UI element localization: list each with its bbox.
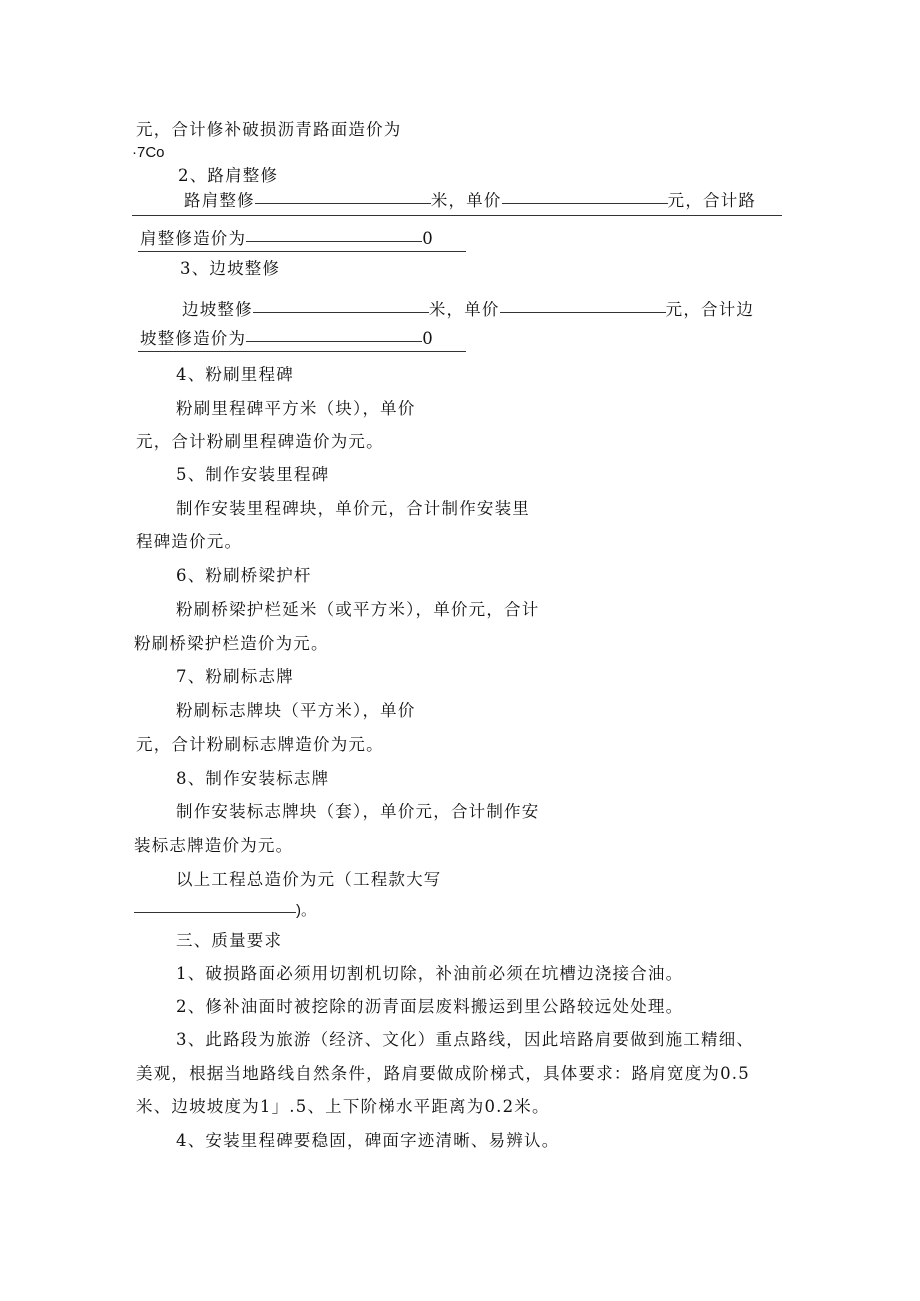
paragraph: 制作安装标志牌块（套），单价元，合计制作安 [176,802,540,821]
heading-bridge-rail: 6、粉刷桥梁护杆 [176,566,312,585]
blank-field [255,189,431,204]
blank-field [246,327,422,342]
blank-field [134,898,296,913]
divider [138,251,466,252]
quality-item: 2、修补油面时被挖除的沥青面层废料搬运到里公路较远处处理。 [176,997,684,1016]
line-repair-cost: 元，合计修补破损沥青路面造价为 [136,120,402,139]
paragraph: 程碑造价元。 [136,532,243,551]
paragraph: 粉刷标志牌块（平方米），单价 [176,701,416,720]
blank-field [502,189,668,204]
paragraph-total: 以上工程总造价为元（工程款大写 [176,870,442,889]
blank-field [500,298,666,313]
blank-field [253,298,429,313]
line-slope-cost: 坡整修造价为 0 [140,329,434,348]
heading-sign-paint: 7、粉刷标志牌 [176,667,294,686]
heading-milestone-install: 5、制作安装里程碑 [176,465,330,484]
heading-sign-install: 8、制作安装标志牌 [176,769,330,788]
quality-item: 4、安装里程碑要稳固，碑面字迹清晰、易辨认。 [176,1131,560,1150]
divider [138,351,466,352]
paragraph: 元，合计粉刷标志牌造价为元。 [136,735,384,754]
heading-quality: 三、质量要求 [176,931,283,950]
paragraph: 元，合计粉刷里程碑造价为元。 [136,432,384,451]
quality-item: 美观，根据当地路线自然条件，路肩要做成阶梯式，具体要求：路肩宽度为0.5 [136,1064,750,1083]
line-slope-quantity: 边坡整修 米，单价 元，合计边 [182,300,755,319]
quality-item: 1、破损路面必须用切割机切除，补油前必须在坑槽边浇接合油。 [176,964,684,983]
line-total-capital: )。 [134,900,316,921]
heading-milestone-paint: 4、粉刷里程碑 [176,365,294,384]
quality-item: 3、此路段为旅游（经济、文化）重点路线，因此培路肩要做到施工精细、 [176,1030,755,1049]
heading-slope: 3、边坡整修 [180,259,281,278]
divider [132,215,782,216]
line-shoulder-cost: 肩整修造价为 0 [140,229,434,248]
line-shoulder-quantity: 路肩整修 米，单价 元，合计路 [184,191,757,210]
paragraph: 粉刷桥梁护栏延米（或平方米），单价元，合计 [176,600,540,619]
paragraph: 粉刷里程碑平方米（块），单价 [176,399,416,418]
paragraph: 装标志牌造价为元。 [134,836,294,855]
line-ocr-fragment: ·7Co [132,144,165,161]
paragraph: 粉刷桥梁护栏造价为元。 [134,634,329,653]
paragraph: 制作安装里程碑块，单价元，合计制作安装里 [176,499,530,518]
blank-field [246,227,422,242]
quality-item: 米、边坡坡度为1」.5、上下阶梯水平距离为0.2米。 [136,1097,550,1116]
heading-road-shoulder: 2、路肩整修 [178,166,279,185]
